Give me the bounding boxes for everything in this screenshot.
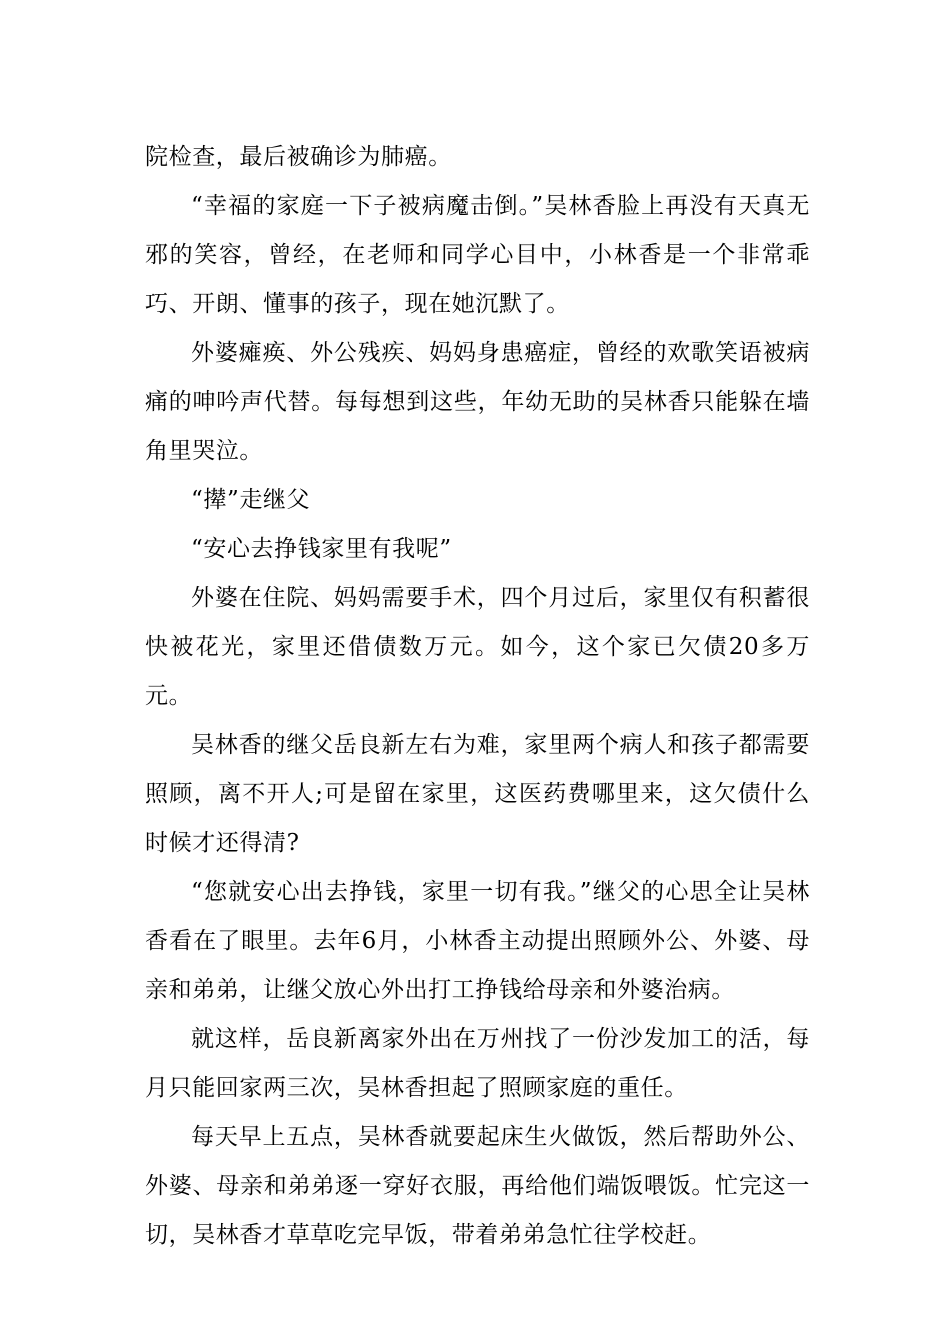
paragraph-6: “您就安心出去挣钱，家里一切有我。”继父的心思全让吴林香看在了眼里。去年6月，小林香主动提出照顾外公、外婆、母亲和弟弟，让继父放心外出打工挣钱给母亲和外婆治病。 [145, 879, 810, 1003]
paragraph-4: 外婆在住院、妈妈需要手术，四个月过后，家里仅有积蓄很快被花光，家里还借债数万元。如今，这个家已欠债20多万元。 [145, 585, 810, 709]
article-body [145, 133, 810, 1260]
paragraph-7: 就这样，岳良新离家外出在万州找了一份沙发加工的活，每月只能回家两三次，吴林香担起了照顾家庭的重任。 [145, 1026, 810, 1101]
section-heading-1: “撵”走继父 [191, 487, 311, 513]
paragraph-3: 外婆瘫痪、外公残疾、妈妈身患癌症，曾经的欢歌笑语被病痛的呻吟声代替。每每想到这些，年幼无助的吴林香只能躲在墙角里哭泣。 [145, 340, 810, 464]
paragraph-5: 吴林香的继父岳良新左右为难，家里两个病人和孩子都需要照顾，离不开人;可是留在家里，这医药费哪里来，这欠债什么时候才还得清? [145, 732, 810, 856]
section-heading-2: “安心去挣钱家里有我呢” [191, 536, 452, 562]
paragraph-2: “幸福的家庭一下子被病魔击倒。”吴林香脸上再没有天真无邪的笑容，曾经，在老师和同学心目中，小林香是一个非常乖巧、开朗、懂事的孩子，现在她沉默了。 [145, 193, 810, 317]
paragraph-8: 每天早上五点，吴林香就要起床生火做饭，然后帮助外公、外婆、母亲和弟弟逐一穿好衣服，再给他们端饭喂饭。忙完这一切，吴林香才草草吃完早饭，带着弟弟急忙往学校赶。 [145, 1124, 810, 1248]
paragraph-1: 院检查，最后被确诊为肺癌。 [145, 144, 452, 170]
